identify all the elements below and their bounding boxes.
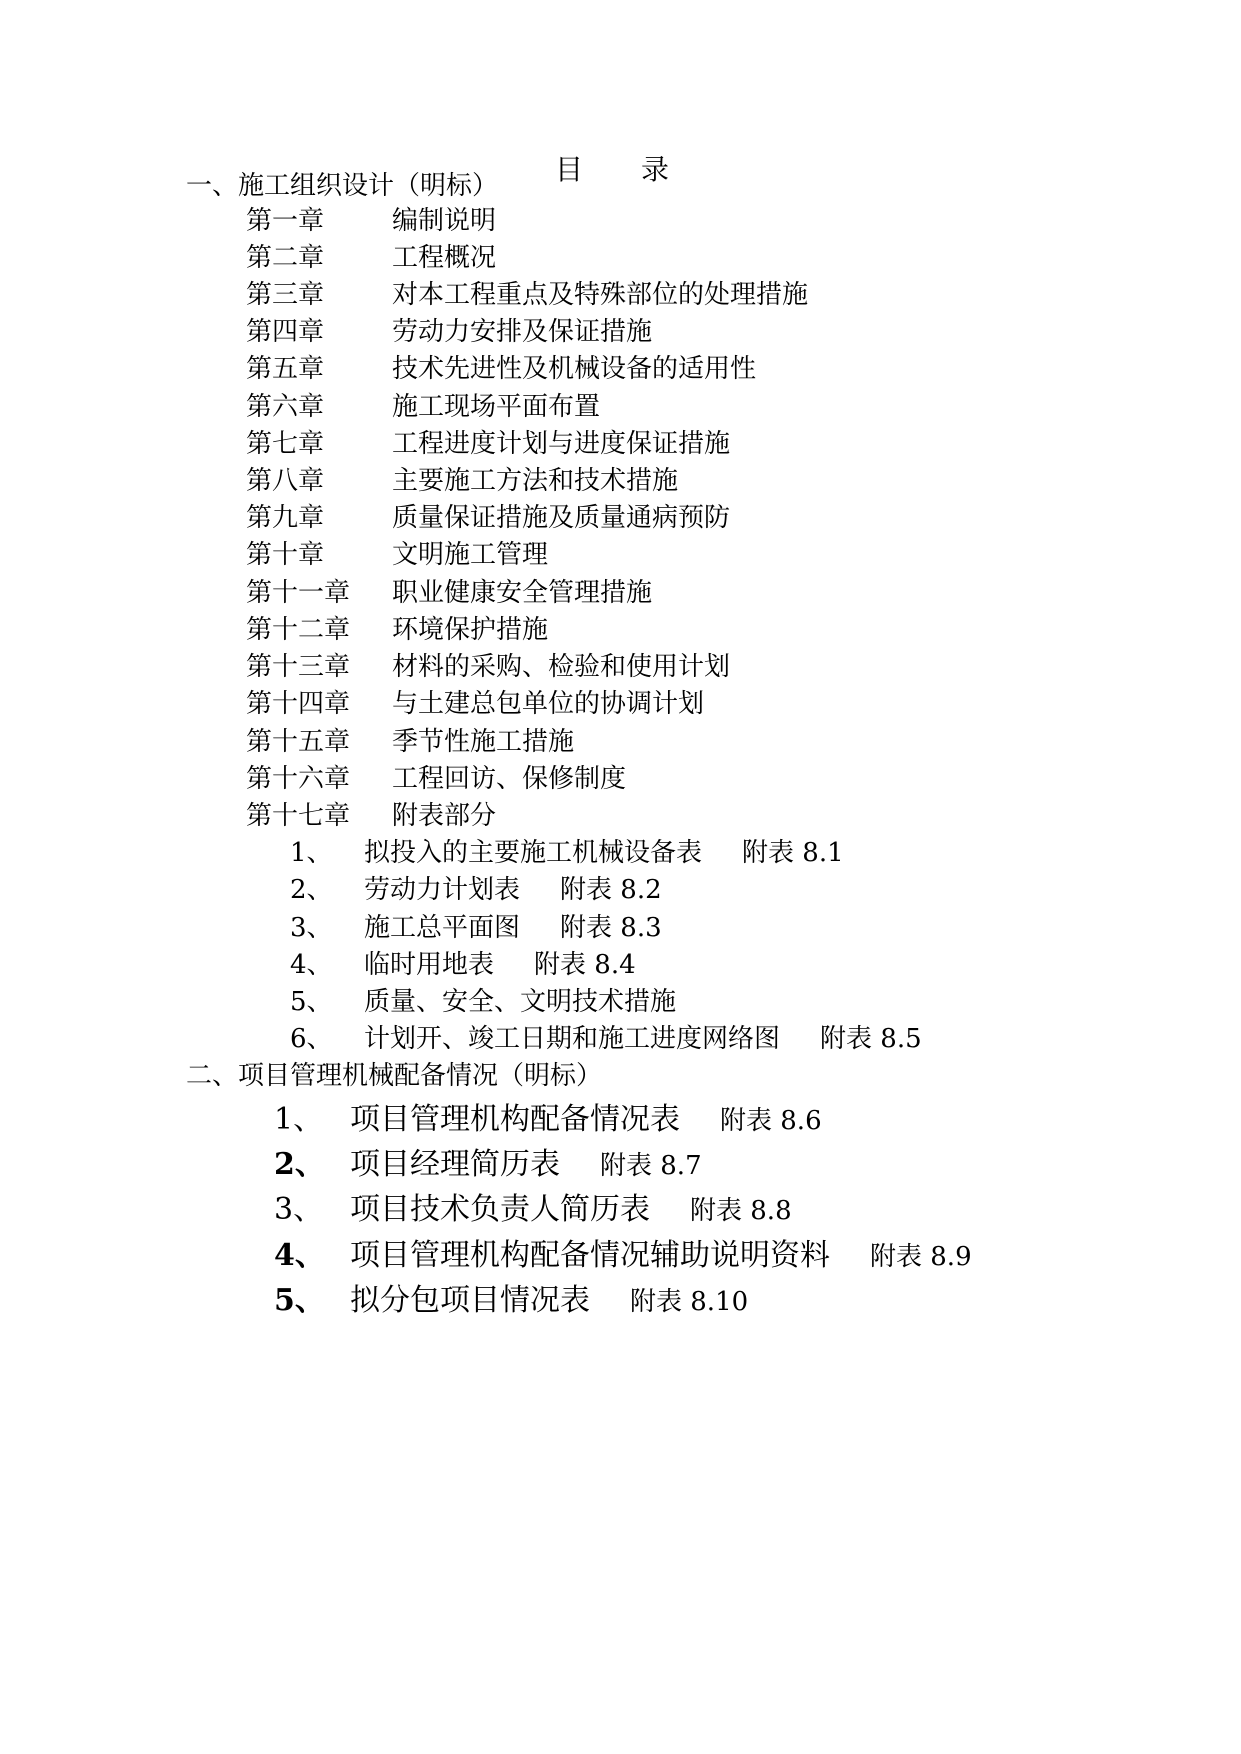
section2-item-ref: 附表 8.7 [600, 1151, 702, 1181]
chapter-title: 工程回访、保修制度 [392, 764, 627, 794]
section2-item-ref: 附表 8.10 [630, 1287, 749, 1317]
section2-item-text: 项目管理机构配备情况表 [350, 1102, 680, 1137]
appendix-item-ref: 附表 8.4 [534, 950, 636, 980]
chapter-title: 附表部分 [392, 801, 497, 831]
chapter-title: 对本工程重点及特殊部位的处理措施 [392, 280, 809, 310]
section2-item-number: 5、 [274, 1283, 325, 1318]
appendix-item-number: 3、 [290, 913, 333, 943]
chapter-number: 第一章 [246, 206, 325, 236]
chapter-number: 第十章 [246, 540, 325, 570]
title-char-1: 目 [555, 153, 584, 186]
chapter-number: 第三章 [246, 280, 325, 310]
section-heading-2: 二、项目管理机械配备情况（明标） [186, 1061, 603, 1091]
appendix-item-text: 质量、安全、文明技术措施 [364, 987, 677, 1017]
chapter-number: 第二章 [246, 243, 325, 273]
appendix-item [364, 947, 636, 983]
chapter-number: 第十五章 [246, 727, 351, 757]
chapter-number: 第五章 [246, 354, 325, 384]
chapter-title: 季节性施工措施 [392, 727, 575, 757]
appendix-item-text: 拟投入的主要施工机械设备表 [364, 838, 703, 868]
appendix-item-number: 1、 [290, 838, 333, 868]
appendix-item [364, 1021, 922, 1057]
chapter-title: 职业健康安全管理措施 [392, 578, 653, 608]
chapter-title: 施工现场平面布置 [392, 392, 601, 422]
chapter-title: 文明施工管理 [392, 540, 549, 570]
chapter-number: 第八章 [246, 466, 325, 496]
chapter-number: 第十七章 [246, 801, 351, 831]
chapter-number: 第十四章 [246, 689, 351, 719]
section2-item-number: 4、 [274, 1238, 325, 1273]
appendix-item-text: 临时用地表 [364, 950, 495, 980]
appendix-item-ref: 附表 8.2 [560, 875, 662, 905]
chapter-title: 主要施工方法和技术措施 [392, 466, 679, 496]
section2-item-text: 项目技术负责人简历表 [350, 1192, 650, 1227]
section2-item-number: 2、 [274, 1147, 325, 1182]
appendix-item-text: 劳动力计划表 [364, 875, 521, 905]
section2-item-number: 3、 [274, 1192, 324, 1227]
chapter-title: 与土建总包单位的协调计划 [392, 689, 705, 719]
appendix-item-ref: 附表 8.5 [820, 1024, 922, 1054]
section2-item-ref: 附表 8.8 [690, 1196, 792, 1226]
appendix-item [364, 984, 676, 1020]
appendix-item [364, 835, 844, 871]
page-title [555, 152, 669, 188]
appendix-item-number: 5、 [290, 987, 333, 1017]
chapter-title: 工程进度计划与进度保证措施 [392, 429, 731, 459]
appendix-item [364, 872, 662, 908]
chapter-title: 编制说明 [392, 206, 497, 236]
appendix-item-ref: 附表 8.3 [560, 913, 662, 943]
section2-item-text: 拟分包项目情况表 [350, 1283, 590, 1318]
appendix-item-number: 6、 [290, 1024, 333, 1054]
section-heading-1: 一、施工组织设计（明标） [186, 171, 499, 201]
section2-item [350, 1236, 972, 1277]
appendix-item-number: 2、 [290, 875, 333, 905]
section2-item [350, 1190, 792, 1231]
chapter-title: 工程概况 [392, 243, 497, 273]
chapter-title: 质量保证措施及质量通病预防 [392, 503, 731, 533]
chapter-number: 第十六章 [246, 764, 351, 794]
chapter-number: 第十一章 [246, 578, 351, 608]
chapter-title: 劳动力安排及保证措施 [392, 317, 653, 347]
chapter-number: 第四章 [246, 317, 325, 347]
section2-item-text: 项目经理简历表 [350, 1147, 560, 1182]
appendix-item-number: 4、 [290, 950, 333, 980]
chapter-number: 第十三章 [246, 652, 351, 682]
section2-item [350, 1281, 748, 1322]
section2-item [350, 1145, 702, 1186]
chapter-title: 材料的采购、检验和使用计划 [392, 652, 731, 682]
section2-item-text: 项目管理机构配备情况辅助说明资料 [350, 1238, 830, 1273]
appendix-item-text: 施工总平面图 [364, 913, 521, 943]
chapter-number: 第九章 [246, 503, 325, 533]
section2-item-number: 1、 [274, 1102, 324, 1137]
appendix-item-ref: 附表 8.1 [742, 838, 844, 868]
chapter-number: 第十二章 [246, 615, 351, 645]
section2-item-ref: 附表 8.6 [720, 1106, 822, 1136]
section2-item-ref: 附表 8.9 [870, 1242, 972, 1272]
title-char-2: 录 [641, 153, 670, 186]
section2-item [350, 1100, 822, 1141]
chapter-number: 第七章 [246, 429, 325, 459]
appendix-item-text: 计划开、竣工日期和施工进度网络图 [364, 1024, 781, 1054]
chapter-title: 环境保护措施 [392, 615, 549, 645]
chapter-title: 技术先进性及机械设备的适用性 [392, 354, 757, 384]
chapter-number: 第六章 [246, 392, 325, 422]
appendix-item [364, 910, 662, 946]
